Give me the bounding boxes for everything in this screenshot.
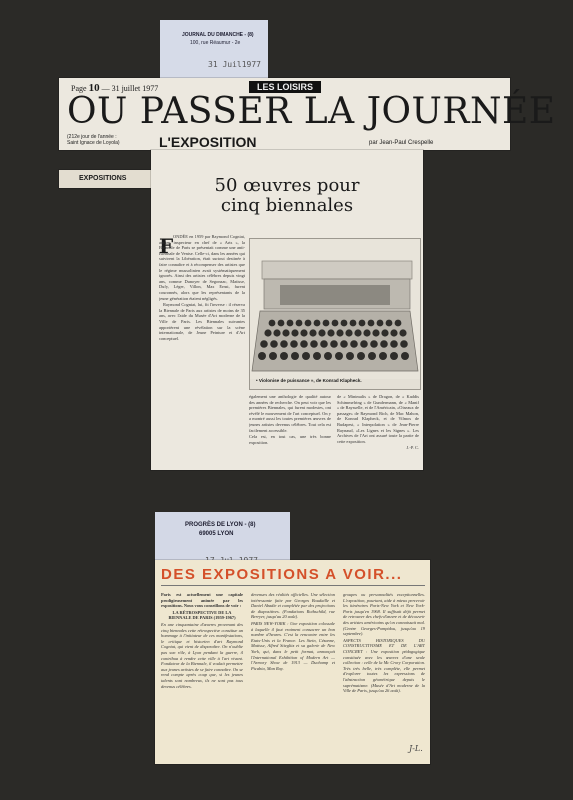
clip1-date-stamp: 31 Juil1977 (208, 60, 261, 69)
clip1-source-title: JOURNAL DU DIMANCHE - (8) (182, 32, 254, 38)
day-info-line1: (212e jour de l'année : (67, 134, 117, 140)
clip2-article (155, 560, 430, 764)
clip2-col1-body: En une cinquantaine d'œuvres provenant des cinq biennales cette rétrospective constitue un hommage à l'initiateur de ces manifestations, le critique et historien d'art Raymond Cogniat, qui vient de disparaître. On n'oublie pas son rôle, à Lyon pendant la guerre, il contribua à rendre cette ville à l'art vivant. Fondateur de la Biennale, il voulait permettre aux jeunes artistes de se faire connaître. On se rend compte après coup que, si les jeunes talents sont nombreux, ils ne sont pas tous devenus célèbres. (161, 621, 243, 689)
article-col3 (337, 394, 419, 466)
clip2-col3 (343, 592, 425, 760)
clip2-col3-body: groupes ou personnalités exceptionnelles. L'exposition, pourtant, aide à mieux percevoir les itinéraires Paris-New York et New York-Paris jusqu'en 1968. Il suffisait déjà permet de retrouver des chefs-d'œuvre et de découvrir des artistes américains qu'on connaissait mal. (Centre Georges-Pompidou, jusqu'au 19 septembre). (343, 592, 425, 637)
clip2-col2 (251, 592, 335, 760)
headline-line1: 50 œuvres pour (214, 175, 360, 196)
col1-text-b: Raymond Cogniat, lui, fit l'inverse : il réserva la Biennale de Paris aux artistes de moins de 35 ans, avec l'aide du Musée d'Art moderne de la Ville de Paris. Les Biennales suivantes apportèrent une révélation sur la scène internationale, de Jeune Peinture et d'Art conceptuel. (159, 302, 245, 341)
article-col1 (159, 234, 245, 460)
page-label: Page (71, 84, 87, 93)
col3-text: de « Minimalis » de Dragon, de « Kaddis Schimmelring » de Gundermann, de « Manif » de Raysselle, et de l'Américain, «Oiseaux de passage» de Raymond Rich, de Mac Mahon, de Konrad Klapheck, et de Vilmos de Budapest, « Interpolation » de Jean-Pierre Raynaud, «Les Lignes et les Signes ». Les Archives de l'Art ont assuré toute la partie de cette exposition. (337, 394, 419, 444)
clip2-col1 (161, 592, 243, 760)
clip2-col1-lead: Paris est actuellement une capitale prodigieusement animée par les expositions. Nous vous conseillons de voir : (161, 592, 243, 609)
typewriter-photo (249, 238, 421, 390)
clip2-col3-subhead: ASPECTS HISTORIQUES DU CONSTRUCTIVISME ET DE L'ART CONCRET : Une exposition pédagogique constituée avec les œuvres d'une seule collection : celle de la Mc Crory Corporation. Très très belle, très complète, elle permet d'explorer toutes les expressions de l'abstraction géométrique depuis le suprématisme. (Musée d'Art moderne de la Ville de Paris, jusqu'au 26 août). (343, 637, 425, 694)
article-col2 (249, 394, 331, 466)
col2-text: également une anthologie de qualité autour des années de recherche. On peut voir que les premières Biennales, qui furent modestes, ont révélé le mouvement de l'art conceptuel. On y a montré aussi les toutes premières œuvres de jeunes artistes devenus célèbres. Tout cela est facilement accessible. (249, 394, 331, 433)
clip2-source-title: PROGRÈS DE LYON - (8) (185, 522, 256, 528)
typewriter-illustration (250, 239, 420, 379)
byline: par Jean-Paul Crespelle (369, 140, 434, 146)
clip1-tag-box (59, 170, 151, 188)
col1-text: ONDÉE en 1959 par Raymond Cogniat, ancien inspecteur en chef de « Arts », la Biennale de Paris se présentait comme une anti-Biennale de Venise. Celle-ci, dans les années qui suivirent la Libération, était surtout destinée à faire connaître et à récompenser des artistes que le régime mussolinien avait systématiquement ignorés. Ainsi des artistes célèbres depuis vingt ans, comme Dunoyer de Segonzac, Matisse, Dufy, Léger, Villon, Max Ernst, furent couronnés, alors que les représentants de la jeune génération étaient négligés. (159, 234, 245, 301)
col2-text-b: Cela est, en tout cas, une très bonne exposition. (249, 434, 331, 445)
section-label: LES LOISIRS (249, 81, 321, 93)
clip1-banner-strip (59, 78, 556, 150)
rubric-label: L'EXPOSITION (159, 134, 257, 150)
page-date: — 31 juillet 1977 (101, 84, 159, 93)
headline-line2: cinq biennales (220, 195, 354, 216)
photo-caption: • Violonise de puissance », de Konrad Klapheck. (256, 378, 362, 383)
clip2-col2-body: devenues des réalités officielles. Une sélection intéressante faite par Georges Boudaille et Daniel Abadie et complétée par des projections de diapositives. (Fondations Rothschild, rue Berryer, jusqu'au 20 août). (251, 592, 335, 620)
clip2-source-address: 69005 LYON (199, 531, 234, 537)
day-info-line2: Saint Ignace de Loyola) (67, 140, 120, 146)
dropcap: F (159, 234, 174, 258)
tag-label: EXPOSITIONS (79, 175, 127, 182)
article-headline (151, 176, 423, 216)
banner-headline: OU PASSER LA JOURNÉE (67, 91, 556, 132)
clip1-source-slip (160, 20, 268, 78)
clip2-col1-subhead: LA RÉTROSPECTIVE DE LA BIENNALE DE PARIS (1959-1967) (168, 609, 236, 621)
day-info (67, 134, 120, 146)
clip1-article (151, 150, 423, 470)
clip1-source-address: 100, rue Réaumur - 2e (190, 40, 241, 46)
page-number: 10 (88, 82, 100, 94)
col3-signoff: J.-P. C. (406, 445, 419, 451)
clip2-col2-subhead: PARIS NEW-YORK : Une exposition colossale à laquelle il faut vraiment consacrer un bon nombre d'heures. C'est la rencontre entre les Etats-Unis et la France. Les Stein, Cézanne, Matisse, Alfred Stieglitz et sa galerie de New York, qui, dans le petit format, annonçait l'International Exhibition of Modern Art — l'Armory Show de 1913 — Duchamp et Picabia, Man Ray. (251, 620, 335, 671)
handwritten-initials: J-L. (409, 744, 423, 753)
clip2-headline: DES EXPOSITIONS A VOIR... (161, 566, 425, 586)
